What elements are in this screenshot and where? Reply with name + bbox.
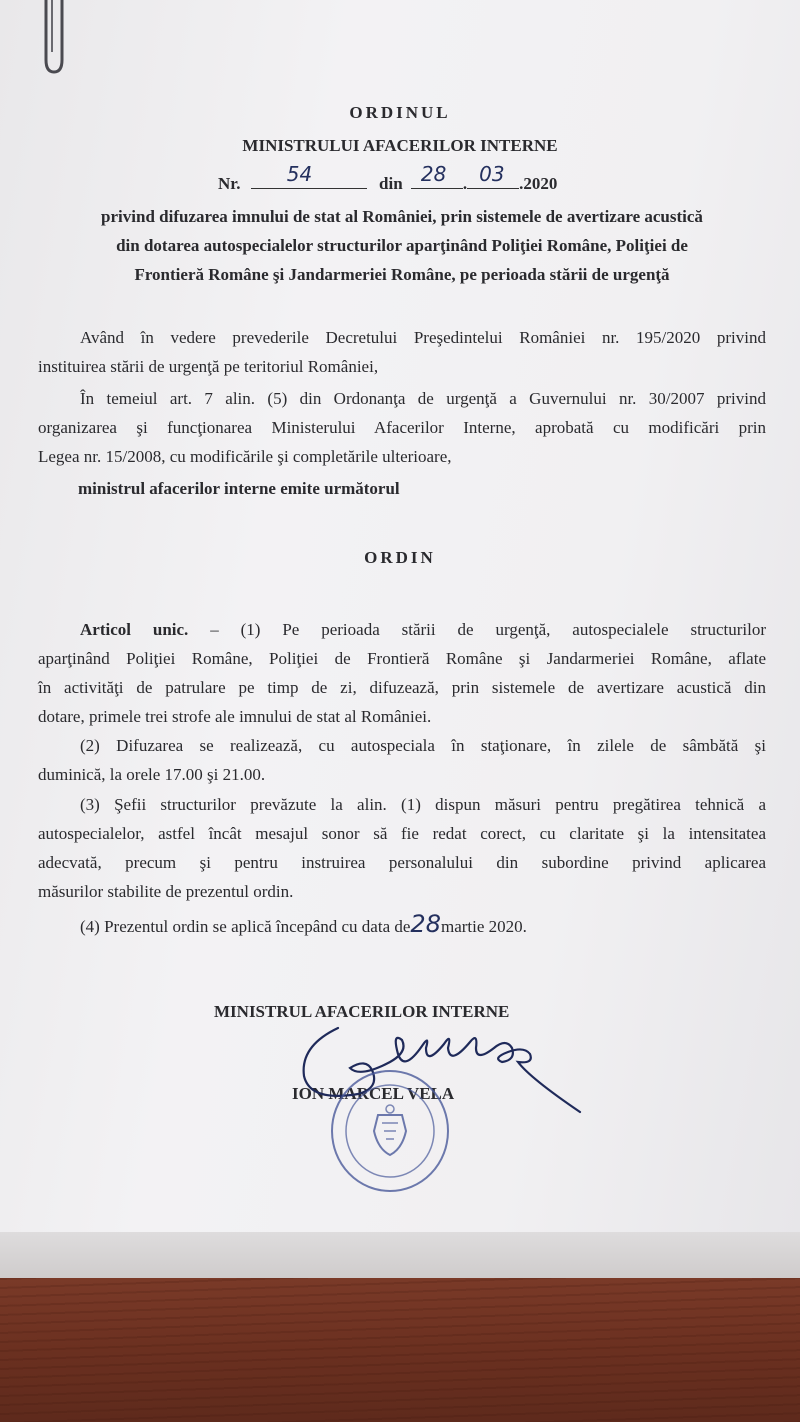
preamble-issuing: ministrul afacerilor interne emite următorul <box>78 479 400 498</box>
date-handwritten: 28 <box>410 910 441 938</box>
subject-line: privind difuzarea imnului de stat al României, prin sistemele de avertizare acustică <box>101 207 703 226</box>
article-line: duminică, la orele 17.00 şi 21.00. <box>38 765 266 784</box>
article-line: măsurilor stabilite de prezentul ordin. <box>38 882 294 901</box>
year-text: .2020 <box>519 174 558 193</box>
preamble-line: instituirea stării de urgenţă pe teritoriul României, <box>38 357 379 376</box>
preamble-legal-basis <box>38 384 766 471</box>
article-paragraph-3 <box>38 790 766 906</box>
day-handwritten: 28 <box>420 162 447 186</box>
nr-handwritten: 54 <box>286 162 313 186</box>
table-surface <box>0 1232 800 1278</box>
article-line: (2) Difuzarea se realizează, cu autospeciala în staţionare, în zilele de sâmbătă şi <box>80 736 766 755</box>
ministry-title: MINISTRULUI AFACERILOR INTERNE <box>242 136 558 155</box>
article-line: martie 2020. <box>440 917 527 936</box>
article-line: aparţinând Poliţiei Române, Poliţiei de Frontieră Române şi Jandarmeriei Române, aflate <box>38 649 766 668</box>
subject-line: din dotarea autospecialelor structurilor aparţinând Poliţiei Române, Poliţiei de <box>116 236 688 255</box>
nr-label: Nr. <box>218 174 241 193</box>
article-line: autospecialelor, astfel încât mesajul sonor să fie redat corect, cu claritate şi la intensitatea <box>38 824 766 843</box>
article-line: dotare, primele trei strofe ale imnului de stat al României. <box>38 707 432 726</box>
month-field <box>467 162 519 189</box>
wooden-desk <box>0 1278 800 1422</box>
article-line: adecvată, precum şi pentru instruirea personalului din subordine privind aplicarea <box>38 853 766 872</box>
subject-line: Frontieră Române şi Jandarmeriei Române, pe perioada stării de urgenţă <box>134 265 670 284</box>
article-line: (4) Prezentul ordin se aplică începând cu data de <box>80 917 411 936</box>
article-label: Articol unic. <box>80 620 189 639</box>
official-stamp <box>328 1065 453 1195</box>
signatory-title: MINISTRUL AFACERILOR INTERNE <box>214 1002 510 1021</box>
order-number-line: Nr. 54 din 28 . 03 .2020 <box>218 162 558 193</box>
nr-field <box>251 162 367 189</box>
article-line: în activităţi de patrulare pe timp de zi, difuzează, prin sistemele de avertizare acustică din <box>38 678 766 697</box>
preamble-decree <box>38 323 766 381</box>
paperclip-icon <box>38 0 68 76</box>
order-title: ORDINUL <box>349 103 451 122</box>
article-line: Articol unic. – (1) Pe perioada stării de urgenţă, autospecialele structurilor <box>80 620 767 639</box>
article-paragraph-4 <box>38 910 766 941</box>
preamble-line: Legea nr. 15/2008, cu modificările şi completările ulterioare, <box>38 447 452 466</box>
signatory-name: ION MARCEL VELA <box>292 1084 455 1103</box>
article-line: (3) Şefii structurilor prevăzute la alin. (1) dispun măsuri pentru pregătirea tehnică a <box>80 795 766 814</box>
day-field <box>411 162 463 189</box>
article-paragraph-2 <box>38 731 766 789</box>
preamble-line: Având în vedere prevederile Decretului Preşedintelui României nr. 195/2020 privind <box>80 328 766 347</box>
article-paragraph-1 <box>38 615 766 731</box>
din-label: din <box>379 174 403 193</box>
month-handwritten: 03 <box>479 162 505 186</box>
order-subject <box>38 202 766 289</box>
order-heading: ORDIN <box>364 548 436 567</box>
preamble-line: În temeiul art. 7 alin. (5) din Ordonanţa de urgenţă a Guvernului nr. 30/2007 privind <box>80 389 766 408</box>
preamble-line: organizarea şi funcţionarea Ministerului Afacerilor Interne, aprobată cu modificări prin <box>38 418 766 437</box>
